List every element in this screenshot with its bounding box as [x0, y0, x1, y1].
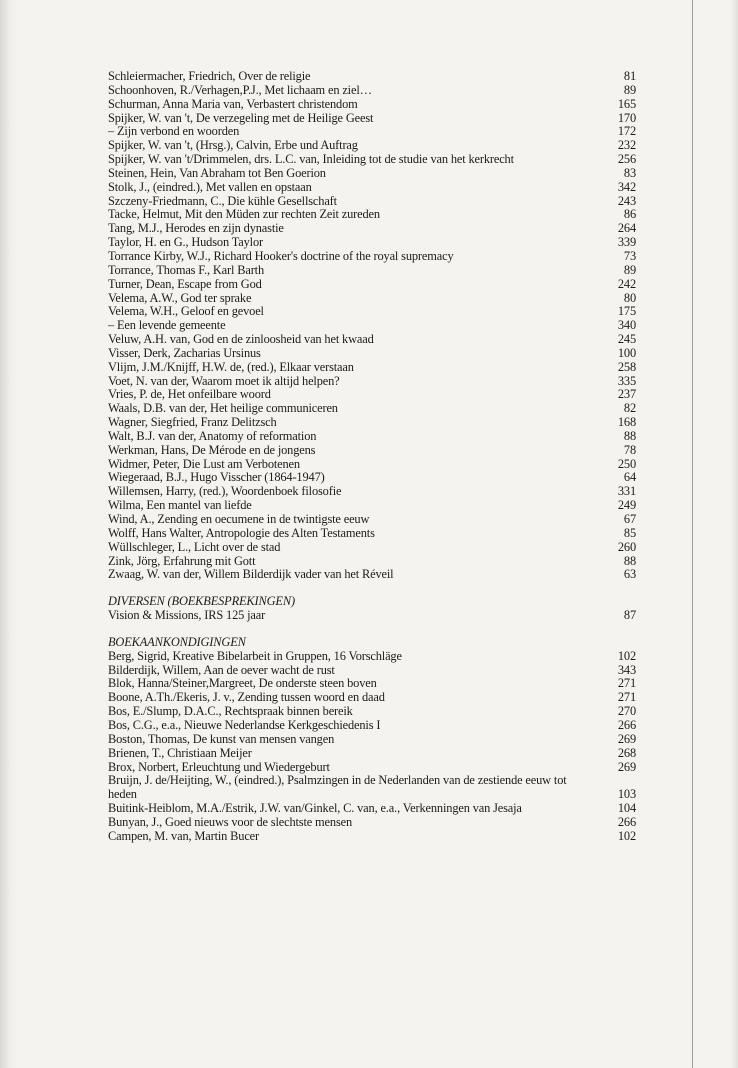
entry-title: Werkman, Hans, De Mérode en de jongens	[108, 442, 316, 457]
entry-page-number: 102	[617, 828, 636, 843]
index-entry	[108, 84, 636, 98]
entry-title: Bunyan, J., Goed nieuws voor de slechtste mensen	[108, 814, 353, 829]
entry-page-number: 102	[617, 648, 636, 663]
index-entry	[108, 139, 636, 153]
entry-title: Visser, Derk, Zacharias Ursinus	[108, 345, 261, 360]
entry-title: Wiegeraad, B.J., Hugo Visscher (1864-1947)	[108, 470, 325, 485]
entry-title: Stolk, J., (eindred.), Met vallen en opstaan	[108, 179, 312, 194]
index-entry	[108, 195, 636, 209]
entry-page-number: 256	[617, 152, 636, 167]
index-entry	[108, 664, 636, 678]
entry-page-number: 73	[623, 248, 636, 263]
index-entry	[108, 402, 636, 416]
entry-page-number: 100	[617, 345, 636, 360]
index-entry	[108, 347, 636, 361]
entry-page-number: 172	[617, 124, 636, 139]
entry-title: Boone, A.Th./Ekeris, J. v., Zending tussen woord en daad	[108, 690, 385, 705]
index-main-list	[108, 70, 636, 582]
index-entry	[108, 70, 636, 84]
index-entry	[108, 485, 636, 499]
entry-page-number: 237	[617, 387, 636, 402]
index-entry	[108, 568, 636, 582]
entry-title: Spijker, W. van 't/Drimmelen, drs. L.C. van, Inleiding tot de studie van het kerkrecht	[108, 152, 514, 167]
entry-page-number: 104	[617, 801, 636, 816]
index-aankondigingen-list	[108, 650, 636, 844]
entry-title: Walt, B.J. van der, Anatomy of reformation	[108, 428, 317, 443]
entry-title: Bruijn, J. de/Heijting, W., (eindred.), Psalmzingen in de Nederlanden van de zestiende eeuw tot heden	[108, 773, 567, 802]
entry-page-number: 242	[617, 276, 636, 291]
entry-page-number: 269	[617, 731, 636, 746]
index-entry	[108, 375, 636, 389]
entry-title: – Zijn verbond en woorden	[108, 124, 240, 139]
entry-title: Campen, M. van, Martin Bucer	[108, 828, 259, 843]
entry-page-number: 270	[617, 704, 636, 719]
entry-page-number: 243	[617, 193, 636, 208]
entry-page-number: 331	[617, 484, 636, 499]
entry-title: Steinen, Hein, Van Abraham tot Ben Goerion	[108, 165, 326, 180]
section-heading-aankondigingen: BOEKAANKONDIGINGEN	[108, 634, 246, 649]
entry-page-number: 260	[617, 539, 636, 554]
entry-title: Schleiermacher, Friedrich, Over de religie	[108, 69, 311, 83]
index-entry	[108, 278, 636, 292]
entry-title: Veluw, A.H. van, God en de zinloosheid van het kwaad	[108, 332, 374, 347]
entry-title: Bos, E./Slump, D.A.C., Rechtspraak binnen bereik	[108, 704, 353, 719]
entry-title: Spijker, W. van 't, (Hrsg.), Calvin, Erbe und Auftrag	[108, 138, 358, 153]
index-entry	[108, 677, 636, 691]
entry-title: Willemsen, Harry, (red.), Woordenboek filosofie	[108, 484, 342, 499]
entry-title: Szczeny-Friedmann, C., Die kühle Gesellschaft	[108, 193, 337, 208]
index-entry	[108, 513, 636, 527]
entry-page-number: 89	[623, 82, 636, 97]
entry-title: Torrance Kirby, W.J., Richard Hooker's doctrine of the royal supremacy	[108, 248, 454, 263]
entry-page-number: 165	[617, 96, 636, 111]
index-entry	[108, 471, 636, 485]
index-entry	[108, 830, 636, 844]
index-entry	[108, 458, 636, 472]
entry-title: Tacke, Helmut, Mit den Müden zur rechten Zeit zureden	[108, 207, 380, 222]
entry-title: Bos, C.G., e.a., Nieuwe Nederlandse Kerkgeschiedenis I	[108, 717, 381, 732]
entry-title: Wüllschleger, L., Licht over de stad	[108, 539, 281, 554]
section-heading-diversen: DIVERSEN (BOEKBESPREKINGEN)	[108, 594, 295, 609]
index-entry	[108, 691, 636, 705]
entry-title: Wilma, Een mantel van liefde	[108, 498, 252, 513]
index-entry	[108, 774, 636, 802]
index-entry	[108, 112, 636, 126]
entry-page-number: 78	[623, 442, 636, 457]
entry-title: Boston, Thomas, De kunst van mensen vangen	[108, 731, 335, 746]
entry-title: Berg, Sigrid, Kreative Bibelarbeit in Gruppen, 16 Vorschläge	[108, 648, 402, 663]
entry-title: Buitink-Heiblom, M.A./Estrik, J.W. van/Ginkel, C. van, e.a., Verkenningen van Jesaja	[108, 801, 522, 816]
entry-title: Wind, A., Zending en oecumene in de twintigste eeuw	[108, 512, 370, 526]
entry-page-number: 83	[623, 165, 636, 180]
entry-title: Schoonhoven, R./Verhagen,P.J., Met lichaam en ziel…	[108, 82, 372, 97]
index-entry	[108, 527, 636, 541]
index-entry	[108, 125, 636, 139]
index-entry	[108, 388, 636, 402]
entry-title: Vlijm, J.M./Knijff, H.W. de, (red.), Elkaar verstaan	[108, 359, 354, 374]
index-entry	[108, 333, 636, 347]
entry-title: Schurman, Anna Maria van, Verbastert christendom	[108, 96, 358, 111]
entry-page-number: 88	[623, 428, 636, 443]
entry-page-number: 175	[617, 304, 636, 319]
entry-page-number: 85	[623, 525, 636, 540]
index-entry	[108, 733, 636, 747]
entry-title: Turner, Dean, Escape from God	[108, 276, 262, 291]
entry-page-number: 271	[617, 690, 636, 705]
entry-page-number: 271	[617, 676, 636, 691]
index-entry	[108, 747, 636, 761]
index-entry	[108, 208, 636, 222]
page-left-edge	[0, 0, 16, 1068]
index-entry	[108, 250, 636, 264]
book-index	[108, 70, 636, 844]
index-entry	[108, 719, 636, 733]
index-entry	[108, 319, 636, 333]
index-entry	[108, 555, 636, 569]
entry-title: Vries, P. de, Het onfeilbare woord	[108, 387, 271, 402]
index-entry	[108, 153, 636, 167]
index-entry	[108, 167, 636, 181]
entry-title: Voet, N. van der, Waarom moet ik altijd helpen?	[108, 373, 340, 388]
index-entry	[108, 761, 636, 775]
entry-page-number: 168	[617, 415, 636, 430]
entry-page-number: 67	[623, 512, 636, 526]
entry-page-number: 266	[617, 717, 636, 732]
entry-page-number: 103	[617, 787, 636, 802]
entry-page-number: 264	[617, 221, 636, 236]
entry-page-number: 266	[617, 814, 636, 829]
index-entry	[108, 236, 636, 250]
entry-page-number: 82	[623, 401, 636, 416]
index-entry	[108, 499, 636, 513]
entry-page-number: 86	[623, 207, 636, 222]
index-entry	[108, 305, 636, 319]
entry-title: Velema, A.W., God ter sprake	[108, 290, 252, 305]
entry-title: Waals, D.B. van der, Het heilige communiceren	[108, 401, 338, 416]
index-entry	[108, 361, 636, 375]
entry-title: Zwaag, W. van der, Willem Bilderdijk vader van het Réveil	[108, 567, 394, 582]
entry-page-number: 250	[617, 456, 636, 471]
entry-title: Vision & Missions, IRS 125 jaar	[108, 608, 266, 623]
index-entry	[108, 609, 636, 623]
index-entry	[108, 416, 636, 430]
page-right-edge	[730, 0, 738, 1068]
entry-page-number: 269	[617, 759, 636, 774]
entry-page-number: 232	[617, 138, 636, 153]
entry-title: Brox, Norbert, Erleuchtung und Wiedergeburt	[108, 759, 330, 774]
index-entry	[108, 650, 636, 664]
index-entry	[108, 430, 636, 444]
entry-title: Wolff, Hans Walter, Antropologie des Alten Testaments	[108, 525, 375, 540]
entry-page-number: 170	[617, 110, 636, 125]
entry-page-number: 339	[617, 235, 636, 250]
entry-title: Tang, M.J., Herodes en zijn dynastie	[108, 221, 284, 236]
entry-page-number: 245	[617, 332, 636, 347]
entry-page-number: 89	[623, 262, 636, 277]
entry-title: Zink, Jörg, Erfahrung mit Gott	[108, 553, 256, 568]
index-entry	[108, 444, 636, 458]
entry-page-number: 81	[623, 69, 636, 83]
entry-title: Brienen, T., Christiaan Meijer	[108, 745, 252, 760]
entry-page-number: 335	[617, 373, 636, 388]
entry-title: Bilderdijk, Willem, Aan de oever wacht de rust	[108, 662, 335, 677]
entry-page-number: 63	[623, 567, 636, 582]
index-entry	[108, 292, 636, 306]
entry-page-number: 343	[617, 662, 636, 677]
entry-title: Widmer, Peter, Die Lust am Verbotenen	[108, 456, 300, 471]
entry-title: Velema, W.H., Geloof en gevoel	[108, 304, 264, 319]
entry-page-number: 342	[617, 179, 636, 194]
entry-page-number: 64	[623, 470, 636, 485]
entry-title: Wagner, Siegfried, Franz Delitzsch	[108, 415, 277, 430]
entry-title: Spijker, W. van 't, De verzegeling met de Heilige Geest	[108, 110, 374, 125]
entry-page-number: 268	[617, 745, 636, 760]
entry-page-number: 258	[617, 359, 636, 374]
entry-page-number: 88	[623, 553, 636, 568]
index-entry	[108, 98, 636, 112]
index-entry	[108, 264, 636, 278]
entry-page-number: 340	[617, 318, 636, 333]
index-entry	[108, 181, 636, 195]
entry-page-number: 80	[623, 290, 636, 305]
entry-title: – Een levende gemeente	[108, 318, 226, 333]
entry-page-number: 249	[617, 498, 636, 513]
index-entry	[108, 222, 636, 236]
index-entry	[108, 705, 636, 719]
index-diversen-list	[108, 609, 636, 623]
entry-page-number: 87	[623, 608, 636, 623]
index-entry	[108, 816, 636, 830]
page-border-line	[692, 0, 693, 1068]
index-entry	[108, 802, 636, 816]
index-entry	[108, 541, 636, 555]
entry-title: Blok, Hanna/Steiner,Margreet, De onderste steen boven	[108, 676, 377, 691]
entry-title: Torrance, Thomas F., Karl Barth	[108, 262, 265, 277]
entry-title: Taylor, H. en G., Hudson Taylor	[108, 235, 263, 250]
